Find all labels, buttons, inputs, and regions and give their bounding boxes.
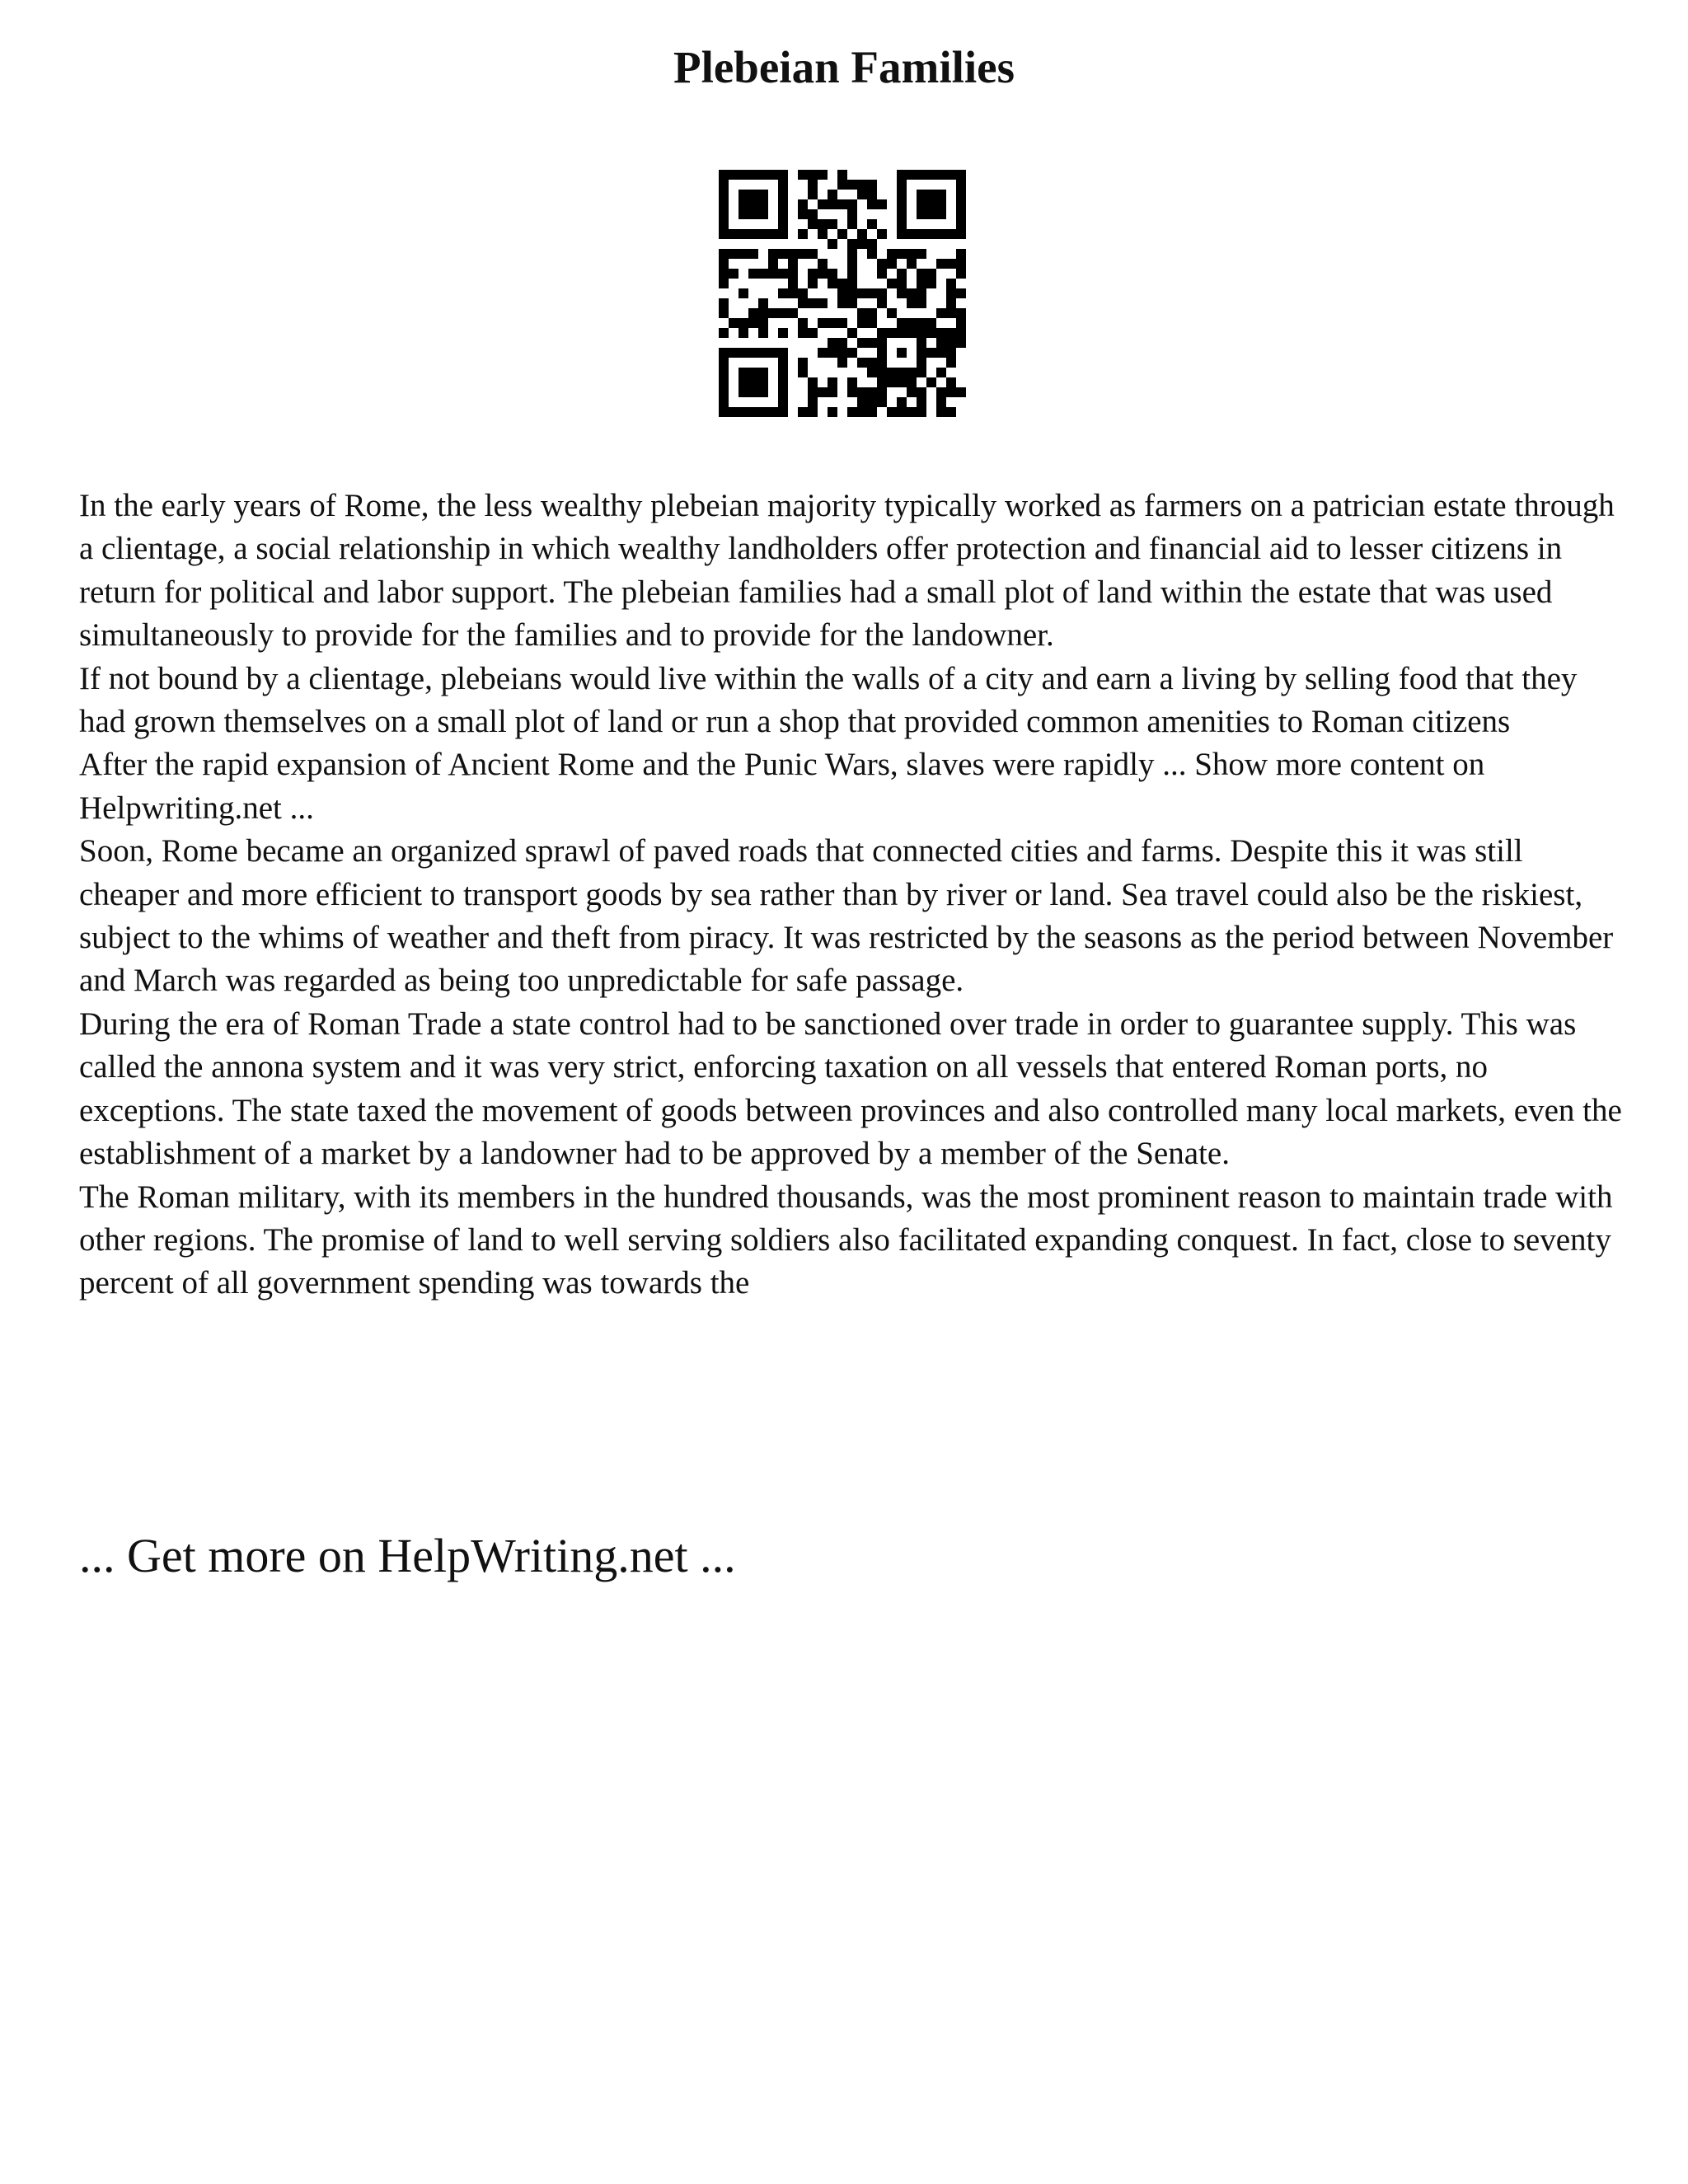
paragraph: Soon, Rome became an organized sprawl of paved roads that connected cities and farms. Despite this it was still cheaper and more efficient to transport goods by sea rather than by river or land. Sea travel could also be the riskiest, subject to the whims of weather and theft from piracy. It was restricted by the seasons as the period between November and March was regarded as being too unpredictable for safe passage. [79,833,1614,999]
article-body [79,485,1629,1305]
page-title: Plebeian Families [673,42,1015,92]
paragraph: After the rapid expansion of Ancient Rome and the Punic Wars, slaves were rapidly ... Show more content on Helpwriting.net ... [79,747,1485,826]
get-more-link[interactable]: ... Get more on HelpWriting.net ... [79,1529,736,1582]
paragraph: The Roman military, with its members in the hundred thousands, was the most prominent reason to maintain trade with other regions. The promise of land to well serving soldiers also facilitated expanding conquest. In fact, close to seventy percent of all government spending was towards the [79,1179,1613,1301]
paragraph: In the early years of Rome, the less wealthy plebeian majority typically worked as farmers on a patrician estate through a clientage, a social relationship in which wealthy landholders offer protection and financial aid to lesser citizens in return for political and labor support. The plebeian families had a small plot of land within the estate that was used simultaneously to provide for the families and to provide for the landowner. [79,488,1615,654]
qr-code-icon[interactable] [719,170,966,417]
paragraph: If not bound by a clientage, plebeians would live within the walls of a city and earn a living by selling food that they had grown themselves on a small plot of land or run a shop that provided common amenities to Roman citizens [79,660,1578,740]
paragraph: During the era of Roman Trade a state control had to be sanctioned over trade in order to guarantee supply. This was called the annona system and it was very strict, enforcing taxation on all vessels that entered Roman ports, no exceptions. The state taxed the movement of goods between provinces and also controlled many local markets, even the establishment of a market by a landowner had to be approved by a member of the Senate. [79,1005,1622,1172]
